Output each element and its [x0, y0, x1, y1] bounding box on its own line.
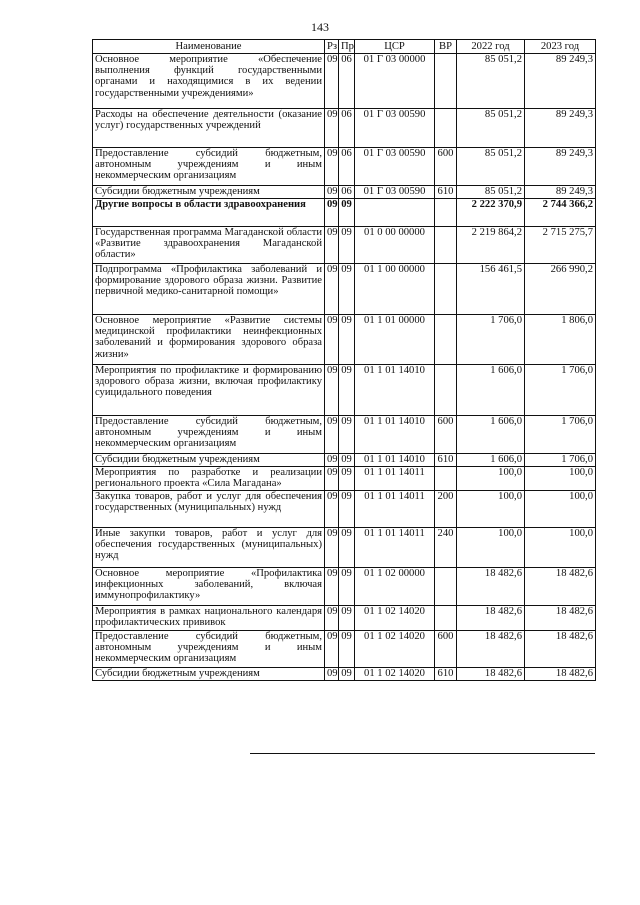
- row-vr-cell: [435, 264, 457, 315]
- row-csr-cell: 01 Г 03 00590: [355, 186, 435, 199]
- row-2022-cell: 1 606,0: [457, 416, 525, 454]
- header-pr: Пр: [339, 40, 355, 54]
- row-rz-cell: 09: [325, 606, 339, 631]
- row-2023-cell: 100,0: [525, 467, 596, 491]
- row-2022-cell: 18 482,6: [457, 568, 525, 606]
- row-2023-cell: 89 249,3: [525, 54, 596, 109]
- row-2022-cell: 1 706,0: [457, 315, 525, 365]
- row-csr-cell: 01 1 01 14010: [355, 365, 435, 416]
- row-rz-cell: 09: [325, 365, 339, 416]
- row-vr-cell: [435, 315, 457, 365]
- row-vr-cell: 240: [435, 528, 457, 568]
- table-row: [93, 606, 596, 631]
- header-name: Наименование: [93, 40, 325, 54]
- row-name-cell: Предоставление субсидий бюджетным, автономным учреждениям и иным некоммерческим организациям: [93, 631, 325, 668]
- row-csr-cell: 01 1 02 14020: [355, 668, 435, 681]
- row-2023-cell: 2 715 275,7: [525, 227, 596, 264]
- table-row: [93, 668, 596, 681]
- row-rz-cell: 09: [325, 315, 339, 365]
- row-csr-cell: 01 1 01 14010: [355, 416, 435, 454]
- row-name-cell: Предоставление субсидий бюджетным, автономным учреждениям и иным некоммерческим организациям: [93, 416, 325, 454]
- row-name-cell: Субсидии бюджетным учреждениям: [93, 186, 325, 199]
- bottom-rule: [250, 753, 595, 754]
- table-row: [93, 148, 596, 186]
- row-2022-cell: 2 219 864,2: [457, 227, 525, 264]
- row-pr-cell: 09: [339, 365, 355, 416]
- table-row: [93, 365, 596, 416]
- row-csr-cell: [355, 199, 435, 227]
- table-row: [93, 264, 596, 315]
- row-pr-cell: 09: [339, 491, 355, 528]
- row-2023-cell: 89 249,3: [525, 148, 596, 186]
- row-pr-cell: 09: [339, 606, 355, 631]
- row-2023-cell: 18 482,6: [525, 568, 596, 606]
- row-rz-cell: 09: [325, 186, 339, 199]
- row-2022-cell: 100,0: [457, 491, 525, 528]
- row-vr-cell: 610: [435, 186, 457, 199]
- row-rz-cell: 09: [325, 668, 339, 681]
- table-row: [93, 528, 596, 568]
- row-rz-cell: 09: [325, 416, 339, 454]
- row-name-cell: Субсидии бюджетным учреждениям: [93, 454, 325, 467]
- row-2022-cell: 1 606,0: [457, 454, 525, 467]
- row-csr-cell: 01 1 02 14020: [355, 631, 435, 668]
- table-row: [93, 315, 596, 365]
- row-name-cell: Мероприятия в рамках национального календаря профилактических прививок: [93, 606, 325, 631]
- row-csr-cell: 01 Г 03 00590: [355, 148, 435, 186]
- row-pr-cell: 09: [339, 631, 355, 668]
- row-2022-cell: 100,0: [457, 528, 525, 568]
- row-csr-cell: 01 1 01 14011: [355, 491, 435, 528]
- row-name-cell: Подпрограмма «Профилактика заболеваний и формирование здорового образа жизни. Развитие первичной медико-санитарной помощи»: [93, 264, 325, 315]
- row-pr-cell: 06: [339, 186, 355, 199]
- row-vr-cell: 200: [435, 491, 457, 528]
- row-vr-cell: [435, 199, 457, 227]
- row-vr-cell: 600: [435, 631, 457, 668]
- row-2023-cell: 100,0: [525, 491, 596, 528]
- row-csr-cell: 01 1 01 14011: [355, 528, 435, 568]
- row-csr-cell: 01 Г 03 00000: [355, 54, 435, 109]
- row-2023-cell: 1 706,0: [525, 416, 596, 454]
- row-csr-cell: 01 1 00 00000: [355, 264, 435, 315]
- row-pr-cell: 06: [339, 148, 355, 186]
- row-2022-cell: 18 482,6: [457, 631, 525, 668]
- row-csr-cell: 01 1 01 14010: [355, 454, 435, 467]
- table-row: [93, 568, 596, 606]
- table-row: [93, 109, 596, 148]
- row-2023-cell: 1 706,0: [525, 454, 596, 467]
- row-rz-cell: 09: [325, 109, 339, 148]
- row-pr-cell: 09: [339, 467, 355, 491]
- row-pr-cell: 09: [339, 528, 355, 568]
- header-rz: Рз: [325, 40, 339, 54]
- row-rz-cell: 09: [325, 491, 339, 528]
- row-name-cell: Мероприятия по разработке и реализации регионального проекта «Сила Магадана»: [93, 467, 325, 491]
- row-vr-cell: [435, 227, 457, 264]
- row-csr-cell: 01 Г 03 00590: [355, 109, 435, 148]
- row-rz-cell: 09: [325, 454, 339, 467]
- row-rz-cell: 09: [325, 467, 339, 491]
- row-2023-cell: 1 706,0: [525, 365, 596, 416]
- row-2023-cell: 89 249,3: [525, 109, 596, 148]
- row-vr-cell: [435, 109, 457, 148]
- row-name-cell: Иные закупки товаров, работ и услуг для обеспечения государственных (муниципальных) нужд: [93, 528, 325, 568]
- row-2023-cell: 18 482,6: [525, 668, 596, 681]
- row-vr-cell: 600: [435, 148, 457, 186]
- row-2023-cell: 18 482,6: [525, 631, 596, 668]
- row-vr-cell: 600: [435, 416, 457, 454]
- row-name-cell: Основное мероприятие «Профилактика инфекционных заболеваний, включая иммунопрофилактику»: [93, 568, 325, 606]
- row-2022-cell: 85 051,2: [457, 148, 525, 186]
- row-rz-cell: 09: [325, 54, 339, 109]
- row-vr-cell: [435, 606, 457, 631]
- row-pr-cell: 09: [339, 416, 355, 454]
- row-pr-cell: 09: [339, 264, 355, 315]
- row-pr-cell: 09: [339, 668, 355, 681]
- table-row: [93, 186, 596, 199]
- row-pr-cell: 09: [339, 227, 355, 264]
- table-row: [93, 227, 596, 264]
- table-row: [93, 416, 596, 454]
- header-csr: ЦСР: [355, 40, 435, 54]
- row-rz-cell: 09: [325, 528, 339, 568]
- row-name-cell: Субсидии бюджетным учреждениям: [93, 668, 325, 681]
- row-rz-cell: 09: [325, 227, 339, 264]
- row-pr-cell: 09: [339, 568, 355, 606]
- row-rz-cell: 09: [325, 148, 339, 186]
- row-vr-cell: [435, 467, 457, 491]
- row-vr-cell: 610: [435, 454, 457, 467]
- header-vr: ВР: [435, 40, 457, 54]
- row-vr-cell: [435, 568, 457, 606]
- row-2022-cell: 85 051,2: [457, 109, 525, 148]
- row-vr-cell: 610: [435, 668, 457, 681]
- row-vr-cell: [435, 365, 457, 416]
- row-rz-cell: 09: [325, 568, 339, 606]
- row-2023-cell: 2 744 366,2: [525, 199, 596, 227]
- table-row: [93, 491, 596, 528]
- row-csr-cell: 01 1 01 14011: [355, 467, 435, 491]
- row-pr-cell: 06: [339, 54, 355, 109]
- row-csr-cell: 01 0 00 00000: [355, 227, 435, 264]
- row-2023-cell: 266 990,2: [525, 264, 596, 315]
- row-2023-cell: 89 249,3: [525, 186, 596, 199]
- row-2023-cell: 18 482,6: [525, 606, 596, 631]
- row-2022-cell: 85 051,2: [457, 54, 525, 109]
- page-number: 143: [311, 20, 329, 34]
- row-2022-cell: 156 461,5: [457, 264, 525, 315]
- row-2022-cell: 85 051,2: [457, 186, 525, 199]
- row-name-cell: Мероприятия по профилактике и формированию здорового образа жизни, включая профилактику суицидального поведения: [93, 365, 325, 416]
- row-name-cell: Государственная программа Магаданской области «Развитие здравоохранения Магаданской области»: [93, 227, 325, 264]
- row-pr-cell: 09: [339, 315, 355, 365]
- row-2022-cell: 100,0: [457, 467, 525, 491]
- row-2022-cell: 1 606,0: [457, 365, 525, 416]
- row-name-cell: Закупка товаров, работ и услуг для обеспечения государственных (муниципальных) нужд: [93, 491, 325, 528]
- row-pr-cell: 06: [339, 109, 355, 148]
- row-csr-cell: 01 1 02 00000: [355, 568, 435, 606]
- row-2022-cell: 2 222 370,9: [457, 199, 525, 227]
- row-pr-cell: 09: [339, 199, 355, 227]
- row-name-cell: Основное мероприятие «Развитие системы медицинской профилактики неинфекционных заболеваний и формирования здорового образа жизни»: [93, 315, 325, 365]
- row-2022-cell: 18 482,6: [457, 606, 525, 631]
- row-csr-cell: 01 1 02 14020: [355, 606, 435, 631]
- table-row: [93, 54, 596, 109]
- row-name-cell: Расходы на обеспечение деятельности (оказание услуг) государственных учреждений: [93, 109, 325, 148]
- row-rz-cell: 09: [325, 199, 339, 227]
- row-2022-cell: 18 482,6: [457, 668, 525, 681]
- row-2023-cell: 100,0: [525, 528, 596, 568]
- table-body: [93, 54, 596, 681]
- table-row: [93, 467, 596, 491]
- row-pr-cell: 09: [339, 454, 355, 467]
- row-name-cell: Основное мероприятие «Обеспечение выполнения функций государственными органами и находящимися в их ведении государственными учреждениями»: [93, 54, 325, 109]
- row-vr-cell: [435, 54, 457, 109]
- row-rz-cell: 09: [325, 264, 339, 315]
- row-csr-cell: 01 1 01 00000: [355, 315, 435, 365]
- table-row: [93, 199, 596, 227]
- row-rz-cell: 09: [325, 631, 339, 668]
- row-name-cell: Предоставление субсидий бюджетным, автономным учреждениям и иным некоммерческим организациям: [93, 148, 325, 186]
- table-row: [93, 454, 596, 467]
- row-name-cell: Другие вопросы в области здравоохранения: [93, 199, 325, 227]
- table-header-row: [93, 40, 596, 54]
- budget-table: [92, 39, 596, 681]
- row-2023-cell: 1 806,0: [525, 315, 596, 365]
- header-2022: 2022 год: [457, 40, 525, 54]
- header-2023: 2023 год: [525, 40, 596, 54]
- table-row: [93, 631, 596, 668]
